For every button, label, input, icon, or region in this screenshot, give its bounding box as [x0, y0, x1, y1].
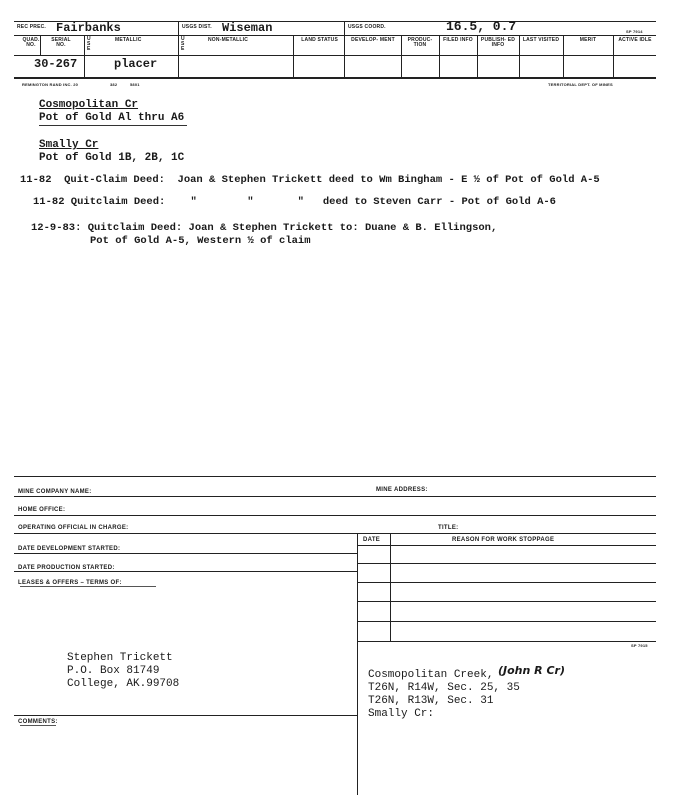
comments-label: COMMENTS:	[18, 719, 58, 725]
vertical-divider	[357, 533, 358, 795]
date-col-divider	[390, 533, 391, 641]
location-line-4: Smally Cr:	[368, 708, 435, 720]
printer-code-1: 382	[110, 82, 118, 87]
divider	[439, 35, 440, 77]
usgs-dist-label: USGS DIST.	[182, 24, 212, 30]
leases-underline	[20, 586, 156, 587]
metallic-value: placer	[114, 57, 158, 71]
deed-line-3a: 12-9-83: Quitclaim Deed: Joan & Stephen Trickett to: Duane & B. Ellingson,	[31, 222, 498, 234]
rule	[357, 545, 656, 546]
rule	[14, 715, 357, 716]
rec-prec-label: REC PREC.	[17, 24, 47, 30]
col-filed-info: FILED INFO	[443, 37, 473, 43]
col-last-visited: LAST VISITED	[522, 37, 560, 43]
location-line-2: T26N, R14W, Sec. 25, 35	[368, 682, 520, 694]
divider	[178, 35, 179, 77]
divider	[401, 35, 402, 77]
col-merit: MERIT	[579, 37, 597, 43]
leases-offers-label: LEASES & OFFERS – TERMS OF:	[18, 580, 122, 586]
rule	[357, 582, 656, 583]
rec-prec-value: Fairbanks	[56, 21, 121, 35]
col-published-info: PUBLISH- ED INFO	[480, 37, 516, 48]
divider	[344, 21, 345, 35]
deed-line-2: 11-82 Quitclaim Deed: " " " deed to Steven Carr - Pot of Gold A-6	[33, 196, 556, 208]
usgs-coord-label: USGS COORD.	[348, 24, 386, 30]
date-development-started-label: DATE DEVELOPMENT STARTED:	[18, 546, 121, 552]
form-id-2: SP 7915	[631, 643, 648, 648]
form-id: SP 7914	[626, 29, 643, 34]
col-production: PRODUC- TION	[407, 37, 433, 48]
row-bottom-rule	[14, 77, 656, 79]
mine-company-name-label: MINE COMPANY NAME:	[18, 489, 92, 495]
rule	[14, 571, 357, 572]
claim1-underline	[39, 125, 187, 126]
deed-line-1: 11-82 Quit-Claim Deed: Joan & Stephen Trickett deed to Wm Bingham - E ½ of Pot of Gold A-5	[20, 174, 600, 186]
quad-serial-value: 30-267	[34, 57, 78, 71]
col-metallic: METALLIC	[115, 37, 142, 43]
comments-underline	[20, 725, 56, 726]
col-serial-no: SERIAL NO.	[51, 37, 71, 48]
reason-col-label: REASON FOR WORK STOPPAGE	[452, 537, 555, 543]
title-label: TITLE:	[438, 525, 459, 531]
printer-code-2: 5801	[130, 82, 140, 87]
printer-mark: REMINGTON RAND INC. 20	[22, 82, 79, 87]
claim1-title: Cosmopolitan Cr	[39, 99, 139, 111]
deed-line-3b: Pot of Gold A-5, Western ½ of claim	[90, 235, 311, 247]
owner-box: P.O. Box 81749	[67, 665, 160, 677]
claim2-title: Smally Cr	[39, 139, 99, 151]
col-active-idle: ACTIVE IDLE	[618, 37, 652, 43]
dept-name: TERRITORIAL DEPT. OF MINES	[548, 82, 613, 87]
divider	[344, 35, 345, 77]
divider	[519, 35, 520, 77]
rule	[14, 515, 656, 516]
col-quad-no: QUAD. NO.	[22, 37, 40, 48]
header-mid-rule	[14, 35, 656, 36]
owner-name: Stephen Trickett	[67, 652, 173, 664]
rule	[357, 641, 656, 642]
date-production-started-label: DATE PRODUCTION STARTED:	[18, 565, 115, 571]
divider	[477, 35, 478, 77]
usgs-coord-value: 16.5, 0.7	[446, 19, 517, 34]
date-col-label: DATE	[363, 537, 381, 543]
rule	[357, 563, 656, 564]
home-office-label: HOME OFFICE:	[18, 507, 66, 513]
col-use-2: U S E	[181, 36, 185, 52]
col-use: U S E	[87, 36, 91, 52]
divider	[40, 35, 41, 55]
rule	[14, 553, 357, 554]
rule	[357, 601, 656, 602]
location-line-3: T26N, R13W, Sec. 31	[368, 695, 494, 707]
owner-city: College, AK.99708	[67, 678, 180, 690]
location-line-1: Cosmopolitan Creek,	[368, 669, 494, 681]
divider	[84, 35, 85, 77]
col-land-status: LAND STATUS	[301, 37, 338, 43]
divider	[563, 35, 564, 77]
claim1-sub: Pot of Gold Al thru A6	[39, 112, 185, 124]
claim2-sub: Pot of Gold 1B, 2B, 1C	[39, 152, 185, 164]
col-development: DEVELOP- MENT	[351, 37, 395, 43]
lower-top-rule	[14, 476, 656, 477]
rule	[14, 533, 656, 534]
divider	[613, 35, 614, 77]
columns-bottom-rule	[14, 55, 656, 56]
handwritten-note: (John R Cr)	[498, 664, 565, 677]
rule	[14, 496, 656, 497]
divider	[293, 35, 294, 77]
usgs-dist-value: Wiseman	[222, 21, 273, 35]
operating-official-label: OPERATING OFFICIAL IN CHARGE:	[18, 525, 129, 531]
mine-address-label: MINE ADDRESS:	[376, 487, 428, 493]
rule	[357, 621, 656, 622]
divider	[178, 21, 179, 35]
col-non-metallic: NON-METALLIC	[208, 37, 249, 43]
